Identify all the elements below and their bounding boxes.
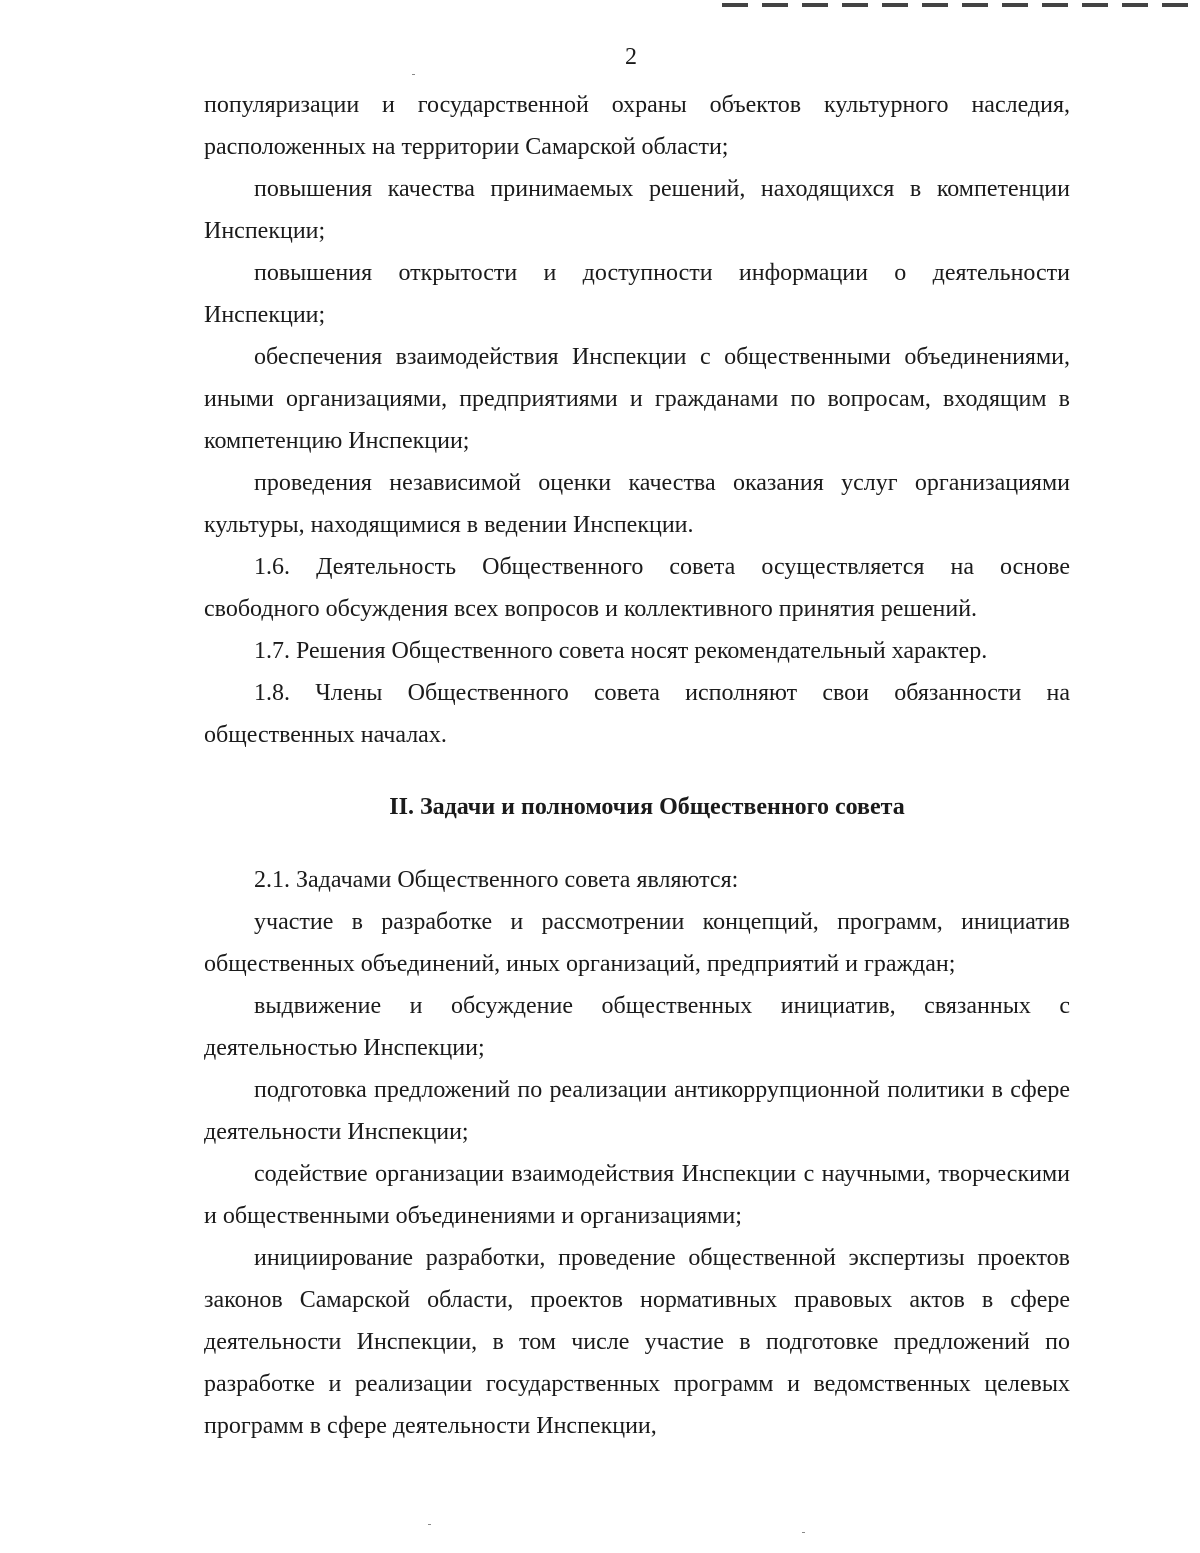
- paragraph: повышения качества принимаемых решений, находящихся в компетенции Инспекции;: [204, 176, 1070, 244]
- paragraph: 2.1. Задачами Общественного совета являются:: [254, 867, 739, 893]
- paragraph: инициирование разработки, проведение общественной экспертизы проектов законов Самарской области, проектов нормативных правовых актов в сфере деятельности Инспекции, в том числе участие в подготовке предложений по разработке и реализации государственных программ и ведомственных целевых программ в сфере деятельности Инспекции,: [204, 1245, 1070, 1439]
- paragraph: повышения открытости и доступности информации о деятельности Инспекции;: [204, 260, 1070, 328]
- scan-edge-dashes: [722, 3, 1200, 7]
- page-number: 2: [625, 44, 637, 70]
- scan-speck: [412, 74, 415, 75]
- paragraph: 1.8. Члены Общественного совета исполняют свои обязанности на общественных началах.: [204, 680, 1070, 748]
- paragraph: выдвижение и обсуждение общественных инициатив, связанных с деятельностью Инспекции;: [204, 993, 1070, 1061]
- paragraph: 1.7. Решения Общественного совета носят рекомендательный характер.: [254, 638, 988, 664]
- paragraph: 1.6. Деятельность Общественного совета осуществляется на основе свободного обсуждения всех вопросов и коллективного принятия решений.: [204, 554, 1070, 622]
- paragraph: популяризации и государственной охраны объектов культурного наследия, расположенных на территории Самарской области;: [204, 92, 1070, 160]
- paragraph: проведения независимой оценки качества оказания услуг организациями культуры, находящимися в ведении Инспекции.: [204, 470, 1070, 538]
- section-heading: II. Задачи и полномочия Общественного совета: [389, 794, 905, 820]
- paragraph: участие в разработке и рассмотрении концепций, программ, инициатив общественных объединений, иных организаций, предприятий и граждан;: [204, 909, 1070, 977]
- paragraph: обеспечения взаимодействия Инспекции с общественными объединениями, иными организациями, предприятиями и гражданами по вопросам, входящим в компетенцию Инспекции;: [204, 344, 1070, 454]
- scan-speck: [802, 1532, 805, 1533]
- document-body: [204, 84, 1070, 1447]
- scan-speck: [428, 1524, 431, 1525]
- paragraph: содействие организации взаимодействия Инспекции с научными, творческими и общественными объединениями и организациями;: [204, 1161, 1070, 1229]
- paragraph: подготовка предложений по реализации антикоррупционной политики в сфере деятельности Инспекции;: [204, 1077, 1070, 1145]
